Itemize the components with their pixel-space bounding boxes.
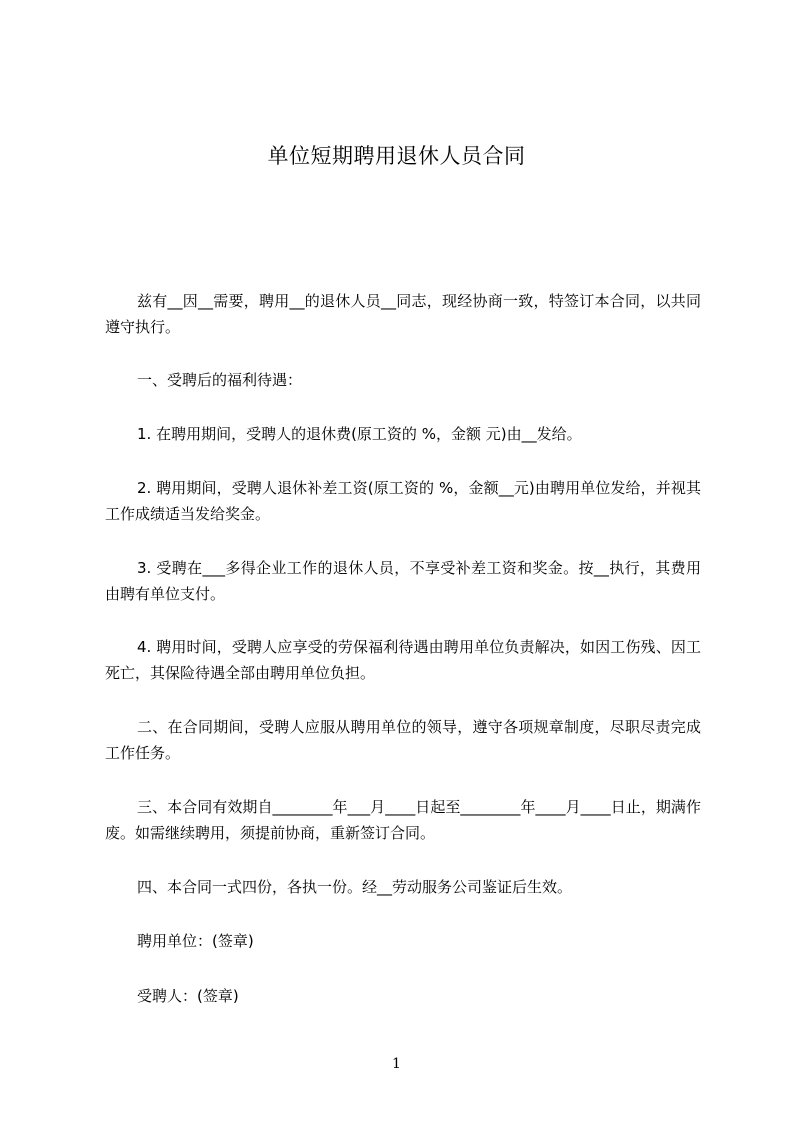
intro-paragraph: 兹有__因__需要，聘用__的退休人员__同志，现经协商一致，特签订本合同，以共同遵守执行。: [105, 292, 701, 336]
page-number: 1: [392, 1056, 401, 1072]
document-title: 单位短期聘用退休人员合同: [267, 144, 526, 168]
clause-1-3: 3. 受聘在___多得企业工作的退休人员，不享受补差工资和奖金。按__执行，其费用由聘有单位支付。: [105, 559, 701, 603]
section-2-paragraph: 二、在合同期间，受聘人应服从聘用单位的领导，遵守各项规章制度，尽职尽责完成工作任务。: [105, 718, 701, 762]
section-4-paragraph: 四、本合同一式四份，各执一份。经__劳动服务公司鉴证后生效。: [137, 878, 573, 896]
clause-1-4: 4. 聘用时间，受聘人应享受的劳保福利待遇由聘用单位负责解决，如因工伤残、因工死亡，其保险待遇全部由聘用单位负担。: [105, 638, 701, 682]
clause-1-2: 2. 聘用期间，受聘人退休补差工资(原工资的 %，金额__元)由聘用单位发给，并视其工作成绩适当发给奖金。: [105, 479, 701, 523]
employer-signature-line: 聘用单位：(签章): [137, 932, 254, 950]
section-3-paragraph: 三、本合同有效期自________年___月____日起至________年____月____日止，期满作废。如需继续聘用，须提前协商，重新签订合同。: [105, 798, 701, 842]
clause-1-1: 1. 在聘用期间，受聘人的退休费(原工资的 %，金额 元)由__发给。: [137, 425, 582, 443]
section-1-heading: 一、受聘后的福利待遇：: [137, 371, 303, 389]
employee-signature-line: 受聘人：(签章): [137, 987, 239, 1005]
